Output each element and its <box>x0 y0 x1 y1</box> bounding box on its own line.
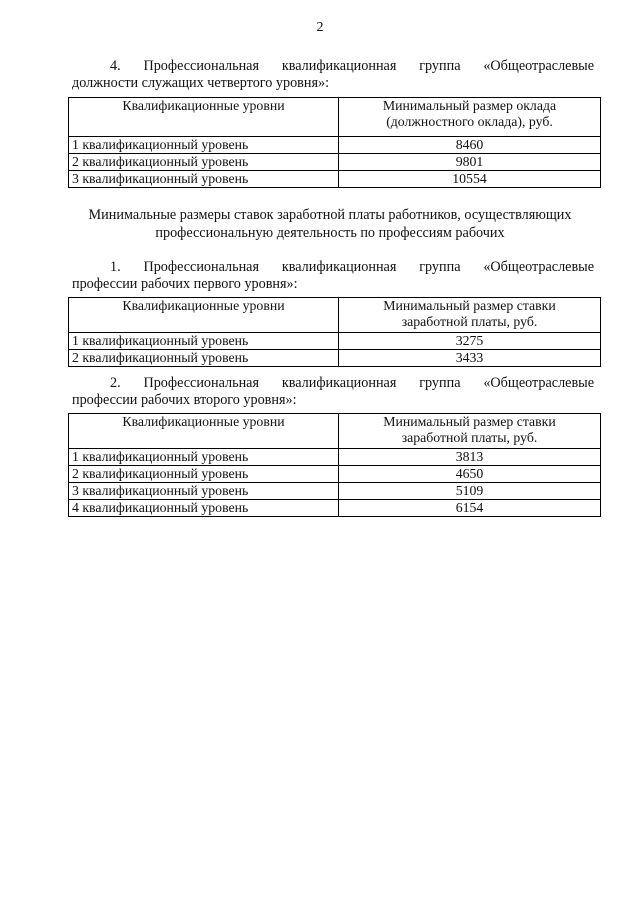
salary-table-employees-level4 <box>68 97 601 188</box>
heading-line: профессиональную деятельность по профессиям рабочих <box>155 225 505 241</box>
level-cell: 2 квалификационный уровень <box>69 350 339 367</box>
salary-table-workers-level1 <box>68 297 601 367</box>
level-cell: 3 квалификационный уровень <box>69 171 339 188</box>
level-cell: 3 квалификационный уровень <box>69 483 339 500</box>
section-intro-line: профессии рабочих первого уровня»: <box>72 276 298 292</box>
table-row <box>69 137 601 154</box>
level-cell: 1 квалификационный уровень <box>69 449 339 466</box>
level-cell: 4 квалификационный уровень <box>69 500 339 517</box>
value-cell: 5109 <box>339 483 601 500</box>
table-header-row <box>69 98 601 137</box>
table-row <box>69 333 601 350</box>
value-cell: 4650 <box>339 466 601 483</box>
table-row <box>69 466 601 483</box>
column-header-levels: Квалификационные уровни <box>69 414 339 449</box>
page-number: 2 <box>316 20 324 35</box>
value-cell: 10554 <box>339 171 601 188</box>
column-header-value: Минимальный размер ставки заработной платы, руб. <box>339 414 601 449</box>
table-row <box>69 449 601 466</box>
table-row <box>69 154 601 171</box>
level-cell: 2 квалификационный уровень <box>69 154 339 171</box>
section-intro-paragraph <box>72 375 594 409</box>
value-cell: 6154 <box>339 500 601 517</box>
column-header-levels: Квалификационные уровни <box>69 298 339 333</box>
section-intro-paragraph <box>72 259 594 293</box>
section-heading <box>60 206 600 242</box>
section-intro-line: 1. Профессиональная квалификационная группа «Общеотраслевые <box>110 259 594 275</box>
table-row <box>69 350 601 367</box>
value-cell: 3813 <box>339 449 601 466</box>
section-intro-line: профессии рабочих второго уровня»: <box>72 392 297 408</box>
table-row <box>69 483 601 500</box>
column-header-levels: Квалификационные уровни <box>69 98 339 137</box>
salary-table-workers-level2 <box>68 413 601 517</box>
level-cell: 1 квалификационный уровень <box>69 333 339 350</box>
heading-line: Минимальные размеры ставок заработной платы работников, осуществляющих <box>88 207 572 223</box>
section-intro-line: должности служащих четвертого уровня»: <box>72 75 330 91</box>
table-row <box>69 500 601 517</box>
section-intro-line: 2. Профессиональная квалификационная группа «Общеотраслевые <box>110 375 594 391</box>
value-cell: 3433 <box>339 350 601 367</box>
table-row <box>69 171 601 188</box>
column-header-value: Минимальный размер ставки заработной платы, руб. <box>339 298 601 333</box>
table-header-row <box>69 298 601 333</box>
value-cell: 3275 <box>339 333 601 350</box>
section-intro-paragraph <box>72 58 594 92</box>
section-intro-line: 4. Профессиональная квалификационная группа «Общеотраслевые <box>110 58 594 74</box>
level-cell: 2 квалификационный уровень <box>69 466 339 483</box>
level-cell: 1 квалификационный уровень <box>69 137 339 154</box>
table-header-row <box>69 414 601 449</box>
value-cell: 8460 <box>339 137 601 154</box>
column-header-value: Минимальный размер оклада (должностного оклада), руб. <box>339 98 601 137</box>
value-cell: 9801 <box>339 154 601 171</box>
